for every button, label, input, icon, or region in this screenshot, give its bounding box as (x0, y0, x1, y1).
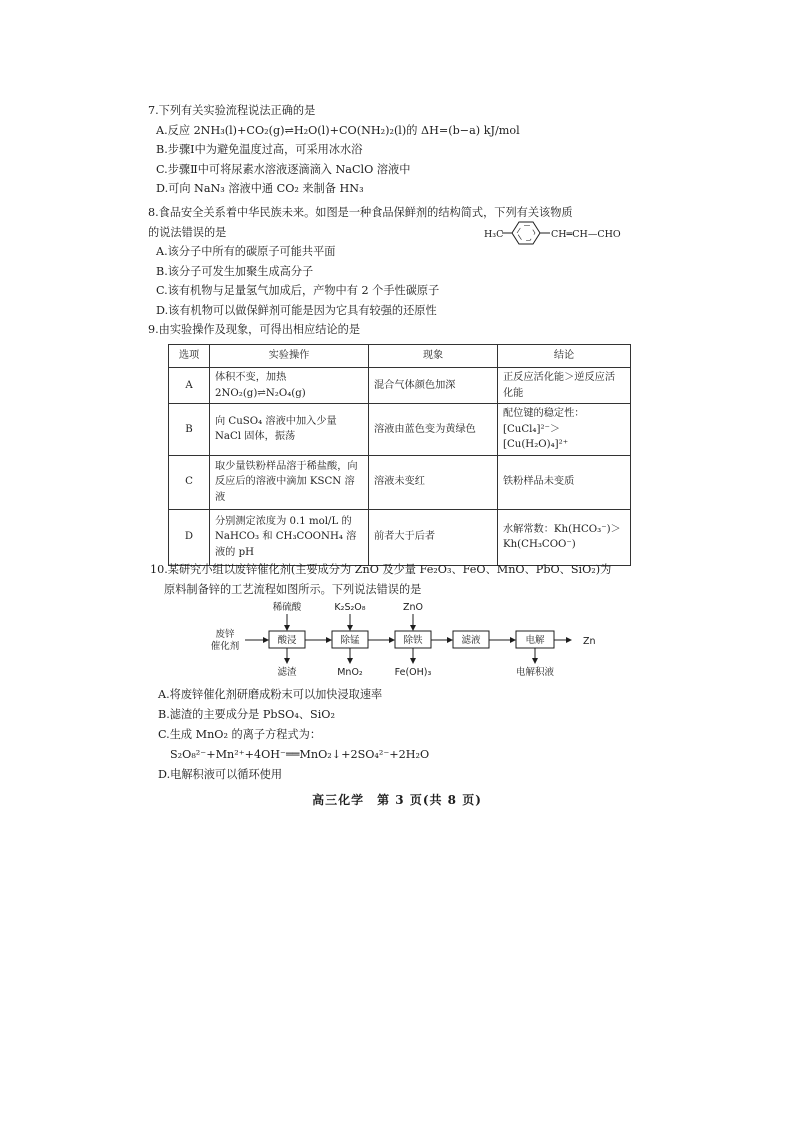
table-cell-operation: 取少量铁粉样品溶于稀盐酸，向反应后的溶液中滴加 KSCN 溶液 (210, 455, 369, 509)
flow-product: Zn (583, 636, 596, 647)
question-10-option-a: A.将废锌催化剂研磨成粉末可以加快浸取速率 (158, 688, 383, 701)
table-cell-phenomenon: 混合气体颜色加深 (369, 368, 498, 404)
table-cell-option: C (169, 455, 210, 509)
table-cell-conclusion: 水解常数：Kh(HCO₃⁻)＞Kh(CH₃COO⁻) (498, 509, 631, 565)
table-cell-option: D (169, 509, 210, 565)
flow-start-line-2: 催化剂 (210, 641, 240, 652)
structural-formula (482, 220, 662, 246)
question-8-stem-line-1: 8.食品安全关系着中华民族未来。如图是一种食品保鲜剂的结构简式，下列有关该物质 (148, 206, 573, 219)
structure-side-chain-label: CH═CH—CHO (551, 229, 621, 240)
question-7 (148, 101, 668, 199)
table-header-conclusion: 结论 (498, 345, 631, 368)
table-header-operation: 实验操作 (210, 345, 369, 368)
benzene-inner-bonds (517, 226, 535, 241)
table-row (169, 368, 631, 404)
question-10-option-c: C.生成 MnO₂ 的离子方程式为： (158, 728, 322, 741)
table-header-phenomenon: 现象 (369, 345, 498, 368)
question-10-options (150, 685, 429, 785)
question-7-option-b: B.步骤Ⅰ中为避免温度过高，可采用冰水浴 (156, 143, 363, 157)
table-header-row (169, 345, 631, 368)
question-8-option-d: D.该有机物可以做保鲜剂可能是因为它具有较强的还原性 (156, 303, 437, 317)
question-8-stem-line-2: 的说法错误的是 (148, 225, 227, 239)
table-cell-operation: 体积不变，加热 2NO₂(g)⇌N₂O₄(g) (210, 368, 369, 404)
table-cell-option: A (169, 368, 210, 404)
flow-input-label: 稀硫酸 (272, 602, 302, 613)
table-cell-conclusion: 铁粉样品未变质 (498, 455, 631, 509)
flow-step-label: 滤液 (461, 635, 481, 646)
table-cell-option: B (169, 404, 210, 456)
question-9-stem: 9.由实验操作及现象，可得出相应结论的是 (148, 323, 361, 336)
process-flow-diagram (205, 600, 625, 678)
question-10-equation: S₂O₈²⁻+Mn²⁺+4OH⁻══MnO₂↓+2SO₄²⁻+2H₂O (170, 748, 430, 761)
question-7-option-c: C.步骤Ⅱ中可将尿素水溶液逐滴滴入 NaClO 溶液中 (156, 162, 411, 176)
question-10-stem-line-1: 10.某研究小组以废锌催化剂(主要成分为 ZnO 及少量 Fe₂O₃、FeO、MnO、PbO、SiO₂)为 (150, 563, 612, 576)
flow-step-label: 电解 (525, 635, 545, 646)
question-7-option-a: A.反应 2NH₃(l)+CO₂(g)⇌H₂O(l)+CO(NH₂)₂(l)的 ΔH=(b−a) kJ/mol (156, 123, 520, 137)
question-9-table (168, 344, 631, 566)
flow-output-label: 滤渣 (277, 667, 297, 678)
flow-output-label: Fe(OH)₃ (394, 667, 432, 678)
question-10-option-b: B.滤渣的主要成分是 PbSO₄、SiO₂ (158, 708, 335, 721)
flow-input-label: ZnO (402, 602, 424, 613)
flow-output-label: MnO₂ (337, 667, 363, 678)
flow-start-line-1: 废锌 (215, 629, 235, 640)
table-cell-phenomenon: 前者大于后者 (369, 509, 498, 565)
table-cell-phenomenon: 溶液由蓝色变为黄绿色 (369, 404, 498, 456)
question-7-option-d: D.可向 NaN₃ 溶液中通 CO₂ 来制备 HN₃ (156, 182, 364, 196)
structure-methyl-label: H₃C (484, 229, 504, 240)
question-9 (148, 320, 648, 340)
question-10-stem-line-2: 原料制备锌的工艺流程如图所示。下列说法错误的是 (164, 582, 422, 596)
question-10-option-d: D.电解积液可以循环使用 (158, 768, 283, 781)
question-8-option-b: B.该分子可发生加聚生成高分子 (156, 264, 314, 278)
flow-step-label: 酸浸 (277, 635, 297, 646)
table-cell-conclusion: 正反应活化能＞逆反应活化能 (498, 368, 631, 404)
table-row (169, 455, 631, 509)
flow-input-label: K₂S₂O₈ (334, 602, 366, 613)
table-cell-operation: 向 CuSO₄ 溶液中加入少量 NaCl 固体，振荡 (210, 404, 369, 456)
table-row (169, 509, 631, 565)
table-row (169, 404, 631, 456)
table-cell-operation: 分别测定浓度为 0.1 mol/L 的 NaHCO₃ 和 CH₃COONH₄ 溶液的 pH (210, 509, 369, 565)
flow-step-label: 除铁 (403, 635, 423, 646)
question-8-option-c: C.该有机物与足量氢气加成后，产物中有 2 个手性碳原子 (156, 284, 440, 298)
table-cell-phenomenon: 溶液未变红 (369, 455, 498, 509)
page-footer: 高三化学 第 3 页(共 8 页) (312, 793, 482, 807)
question-8-option-a: A.该分子中所有的碳原子可能共平面 (156, 245, 336, 259)
flow-output-label: 电解积液 (515, 667, 555, 678)
table-header-option: 选项 (169, 345, 210, 368)
question-7-stem: 7.下列有关实验流程说法正确的是 (148, 104, 316, 117)
table-cell-conclusion: 配位键的稳定性：[CuCl₄]²⁻＞[Cu(H₂O)₄]²⁺ (498, 404, 631, 456)
flow-step-label: 除锰 (340, 635, 360, 646)
question-10 (150, 560, 650, 599)
